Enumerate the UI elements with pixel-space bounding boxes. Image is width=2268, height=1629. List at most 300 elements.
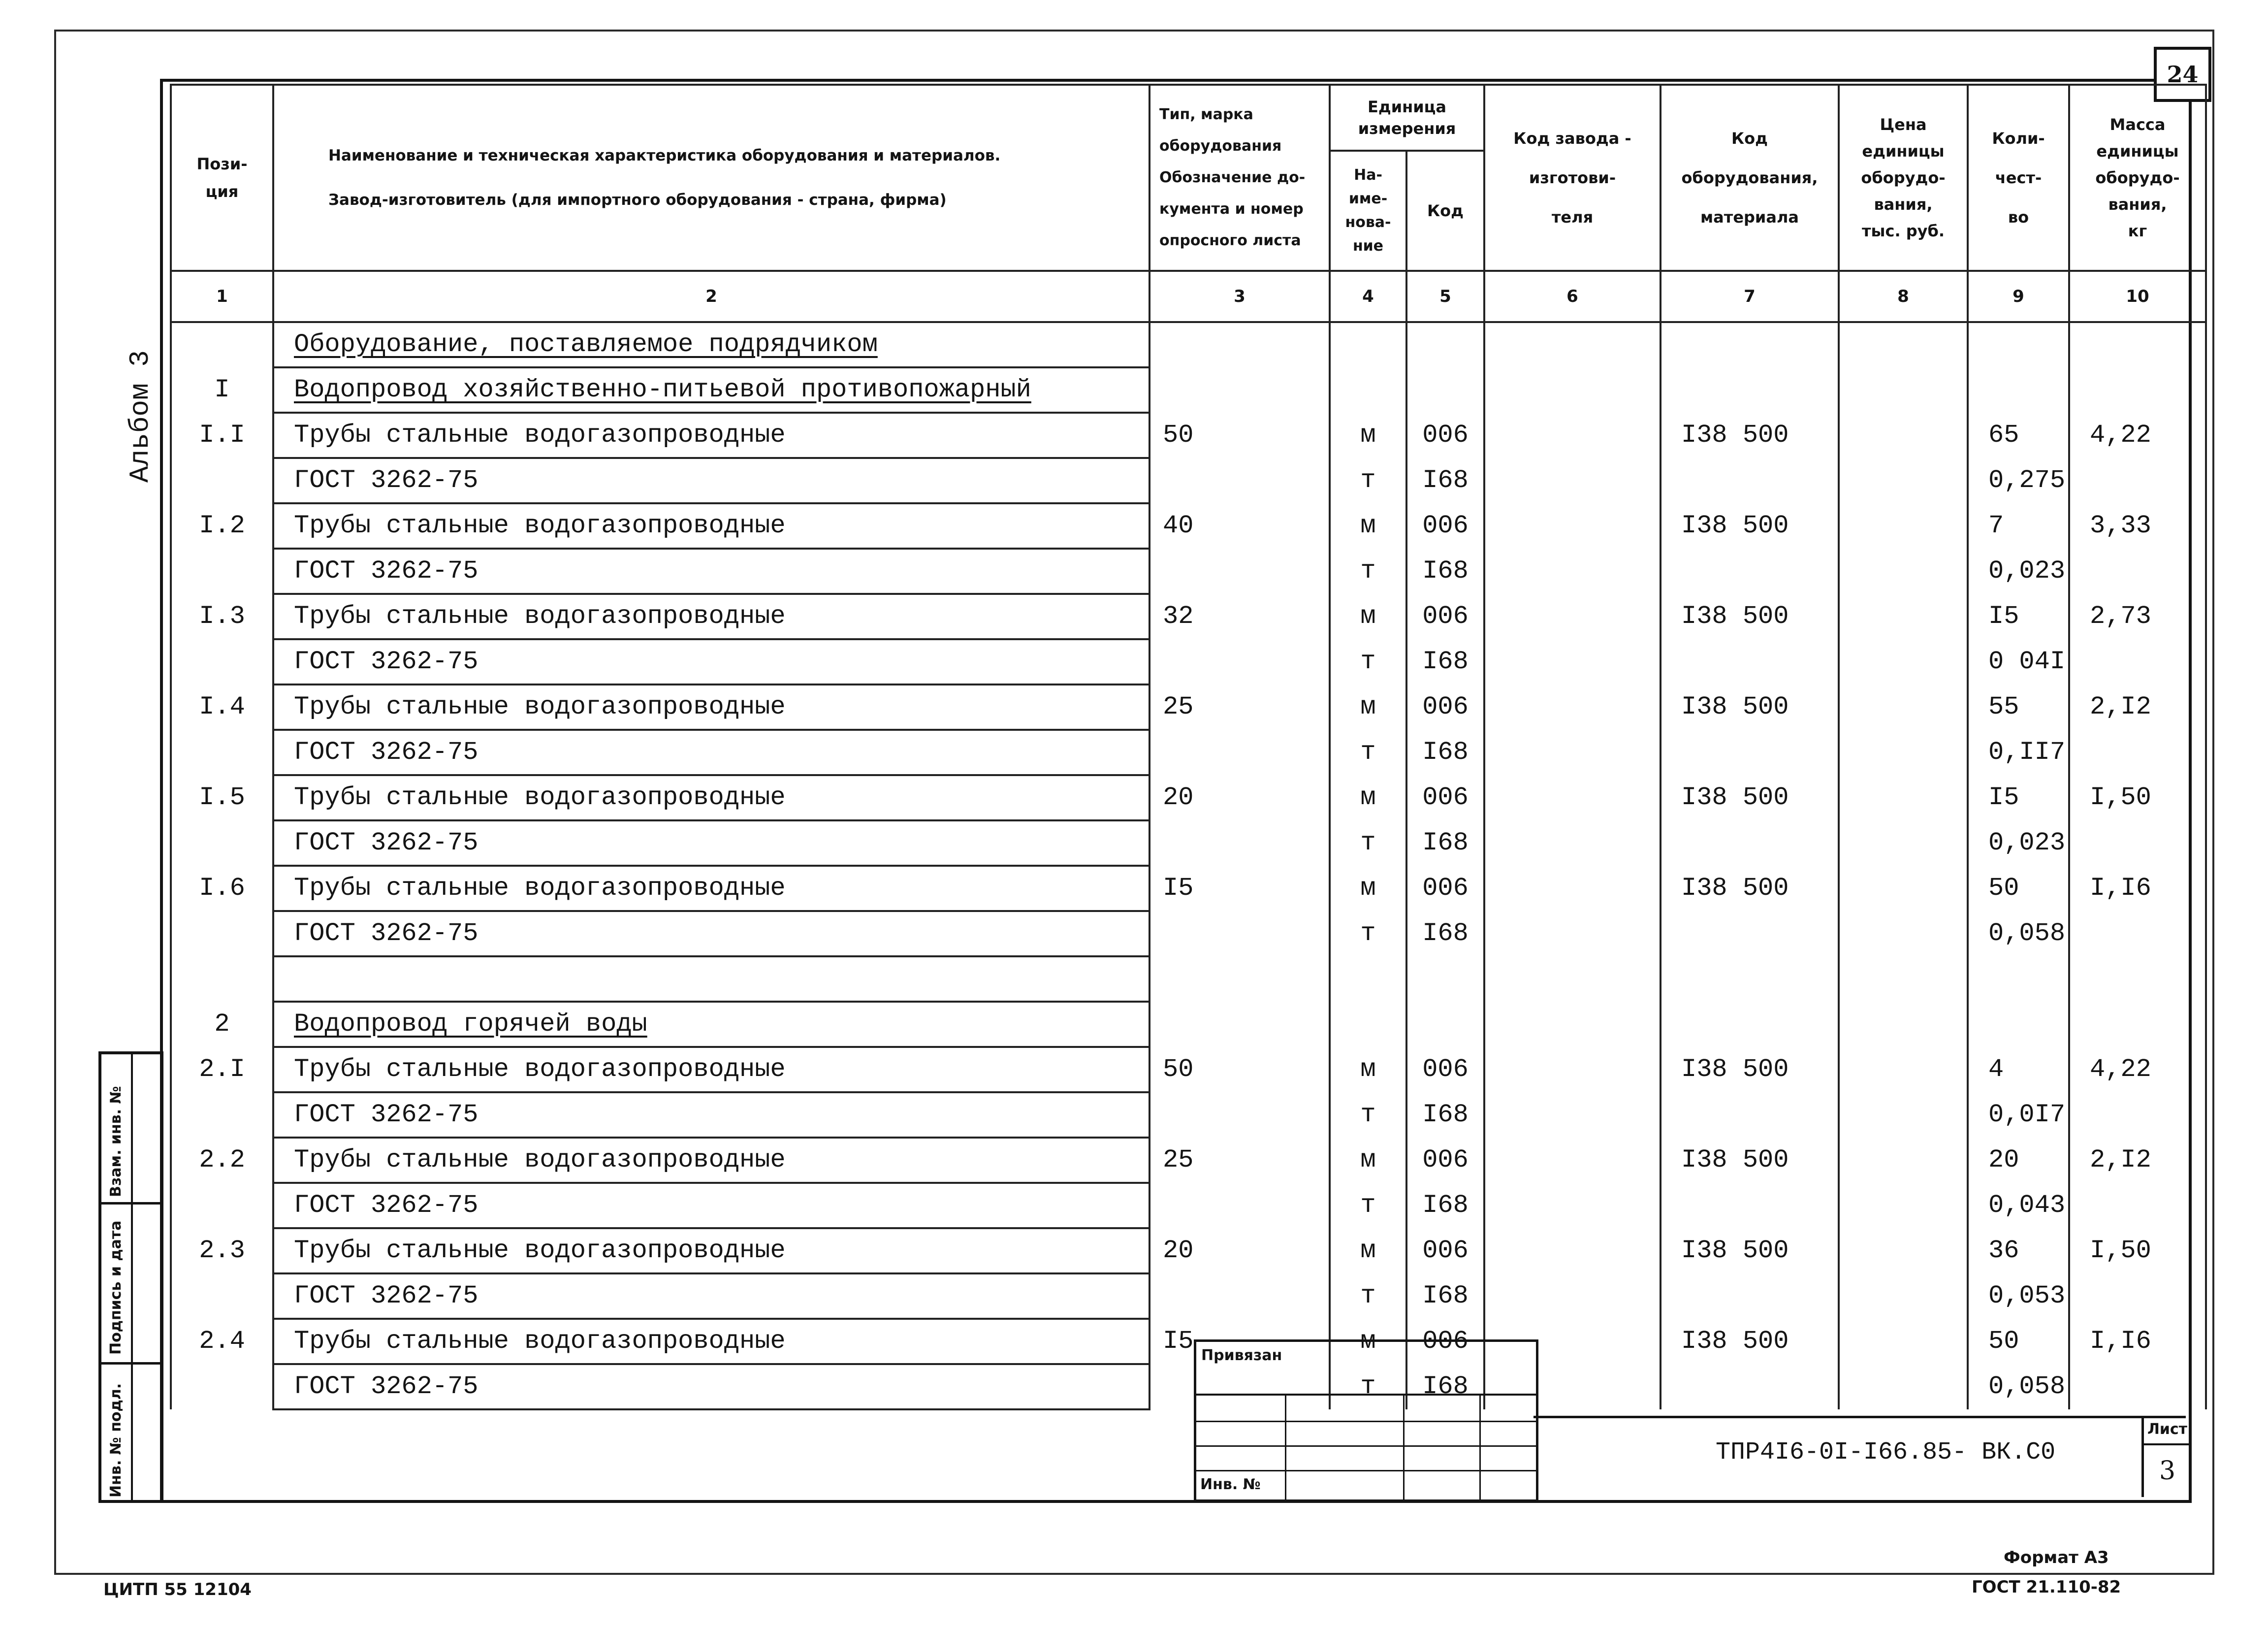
item-name: ГОСТ 3262-75 [294, 556, 479, 586]
table-row [171, 1319, 2206, 1364]
cell-factory-code [1484, 1092, 1661, 1138]
cell-name [273, 956, 1150, 1002]
header-unit: Единица измерения [1330, 85, 1484, 151]
cell-name [273, 413, 1194, 458]
cell-quantity: 0,053 [1968, 1273, 2069, 1319]
cell-mass [2069, 1183, 2206, 1228]
cell-position: I.6 [171, 866, 273, 911]
cell-unit: м [1330, 1138, 1406, 1183]
cell-price [1839, 956, 1968, 1002]
cell-mass [2069, 549, 2206, 594]
cell-factory-code [1484, 413, 1661, 458]
cell-unit-code: 006 [1406, 1138, 1484, 1183]
table-row [171, 1138, 2206, 1183]
cell-price [1839, 549, 1968, 594]
item-name: Трубы стальные водогазопроводные [294, 1236, 786, 1265]
cell-quantity: 0,023 [1968, 549, 2069, 594]
cell-name [273, 594, 1194, 639]
cell-name [273, 1319, 1194, 1364]
cell-unit-code: 006 [1406, 594, 1484, 639]
cell-equipment-code [1661, 1002, 1839, 1047]
header-price: Цена единицы оборудо- вания, тыс. руб. [1839, 85, 1968, 271]
cell-unit: т [1330, 1364, 1406, 1409]
header-type: Тип, марка оборудования Обозначение до- кумента и номер опросного листа [1150, 85, 1330, 271]
item-size: 20 [1163, 1236, 1194, 1265]
cell-name [273, 730, 1150, 775]
cell-quantity: I5 [1968, 775, 2069, 820]
item-size: 50 [1163, 421, 1194, 450]
item-size: 25 [1163, 692, 1194, 721]
side-stamp [98, 1051, 163, 1503]
item-name: Трубы стальные водогазопроводные [294, 511, 786, 540]
cell-mass: I,50 [2069, 775, 2206, 820]
cell-factory-code [1484, 911, 1661, 956]
cell-quantity: 0,023 [1968, 820, 2069, 866]
cell-position [171, 820, 273, 866]
cell-quantity: 65 [1968, 413, 2069, 458]
cell-unit: т [1330, 820, 1406, 866]
cell-mass [2069, 911, 2206, 956]
cell-unit-code: 006 [1406, 775, 1484, 820]
table-row [171, 458, 2206, 503]
cell-unit-code: 006 [1406, 413, 1484, 458]
cell-mass: I,50 [2069, 1228, 2206, 1273]
table-row [171, 1092, 2206, 1138]
col-number: 1 [171, 271, 273, 322]
item-name: ГОСТ 3262-75 [294, 1191, 479, 1220]
table-row [171, 866, 2206, 911]
col-number: 3 [1150, 271, 1330, 322]
table-row [171, 820, 2206, 866]
cell-price [1839, 1228, 1968, 1273]
item-name: Трубы стальные водогазопроводные [294, 874, 786, 903]
document-code: ТПР4I6-0I-I66.85- ВК.С0 [1716, 1438, 2056, 1466]
column-number-row [171, 271, 2206, 322]
table-row [171, 730, 2206, 775]
cell-unit-code: I68 [1406, 1364, 1484, 1409]
cell-type [1150, 820, 1330, 866]
cell-position [171, 1364, 273, 1409]
cell-mass [2069, 322, 2206, 367]
cell-name [273, 367, 1150, 413]
cell-factory-code [1484, 322, 1661, 367]
header-unit-name: На- име- нова- ние [1330, 151, 1406, 271]
cell-unit: т [1330, 549, 1406, 594]
cell-position: I.4 [171, 684, 273, 730]
sheet-label: Лист [2147, 1421, 2188, 1438]
col-number: 2 [273, 271, 1150, 322]
footer-gost: ГОСТ 21.110-82 [1972, 1577, 2121, 1597]
cell-factory-code [1484, 1002, 1661, 1047]
cell-position: I.5 [171, 775, 273, 820]
cell-equipment-code [1661, 820, 1839, 866]
item-name: Водопровод горячей воды [294, 1010, 647, 1039]
linked-label: Привязан [1201, 1347, 1282, 1364]
cell-unit-code: 006 [1406, 1319, 1484, 1364]
cell-equipment-code: I38 500 [1661, 1138, 1839, 1183]
col-number: 6 [1484, 271, 1661, 322]
specification-body [171, 322, 2206, 1409]
cell-factory-code [1484, 458, 1661, 503]
cell-name [273, 549, 1150, 594]
cell-unit-code: I68 [1406, 911, 1484, 956]
cell-name [273, 322, 1150, 367]
item-name: Трубы стальные водогазопроводные [294, 1055, 786, 1084]
cell-mass [2069, 1092, 2206, 1138]
cell-factory-code [1484, 820, 1661, 866]
cell-quantity [1968, 956, 2069, 1002]
cell-price [1839, 775, 1968, 820]
cell-name [273, 1364, 1150, 1409]
cell-mass: 3,33 [2069, 503, 2206, 549]
item-name: ГОСТ 3262-75 [294, 1100, 479, 1129]
cell-mass: 4,22 [2069, 413, 2206, 458]
cell-equipment-code: I38 500 [1661, 1228, 1839, 1273]
cell-type [1150, 549, 1330, 594]
cell-factory-code [1484, 1183, 1661, 1228]
cell-equipment-code [1661, 911, 1839, 956]
cell-quantity [1968, 322, 2069, 367]
cell-type [1150, 639, 1330, 684]
cell-type [1150, 1183, 1330, 1228]
item-size: I5 [1163, 1327, 1194, 1356]
item-name: Трубы стальные водогазопроводные [294, 692, 786, 721]
cell-position [171, 639, 273, 684]
cell-price [1839, 1364, 1968, 1409]
cell-quantity: 0,0I7 [1968, 1092, 2069, 1138]
side-stamp-signature-date: Подпись и дата [107, 1220, 125, 1355]
cell-unit: т [1330, 730, 1406, 775]
cell-name [273, 911, 1150, 956]
inventory-number-label: Инв. № [1200, 1476, 1261, 1493]
cell-unit-code: 006 [1406, 1047, 1484, 1092]
cell-mass [2069, 1364, 2206, 1409]
top-sheet-number: 24 [2167, 61, 2199, 88]
cell-unit-code: I68 [1406, 639, 1484, 684]
item-size: 40 [1163, 511, 1194, 540]
item-name: Трубы стальные водогазопроводные [294, 1145, 786, 1174]
header-mass: Масса единицы оборудо- вания, кг [2069, 85, 2206, 271]
table-row [171, 1047, 2206, 1092]
cell-unit [1330, 367, 1406, 413]
cell-unit: м [1330, 594, 1406, 639]
col-number: 9 [1968, 271, 2069, 322]
cell-name [273, 820, 1150, 866]
item-name: Трубы стальные водогазопроводные [294, 421, 786, 450]
cell-unit: т [1330, 639, 1406, 684]
cell-name [273, 503, 1194, 549]
title-block-line [1533, 1416, 2186, 1418]
cell-quantity: 7 [1968, 503, 2069, 549]
cell-price [1839, 1319, 1968, 1364]
cell-unit-code: 006 [1406, 684, 1484, 730]
cell-type [1150, 956, 1330, 1002]
cell-name [273, 1183, 1150, 1228]
cell-unit-code: I68 [1406, 458, 1484, 503]
cell-price [1839, 1092, 1968, 1138]
cell-position [171, 322, 273, 367]
cell-name [273, 458, 1150, 503]
table-row [171, 1183, 2206, 1228]
cell-quantity: 20 [1968, 1138, 2069, 1183]
cell-equipment-code [1661, 322, 1839, 367]
cell-name [273, 866, 1194, 911]
cell-quantity: 0,043 [1968, 1183, 2069, 1228]
cell-type [1150, 322, 1330, 367]
cell-name [273, 684, 1194, 730]
cell-position: 2.4 [171, 1319, 273, 1364]
cell-mass [2069, 639, 2206, 684]
item-name: Трубы стальные водогазопроводные [294, 783, 786, 812]
cell-unit-code: I68 [1406, 730, 1484, 775]
cell-unit-code: 006 [1406, 503, 1484, 549]
cell-factory-code [1484, 684, 1661, 730]
cell-price [1839, 1047, 1968, 1092]
cell-unit: м [1330, 775, 1406, 820]
cell-unit: м [1330, 684, 1406, 730]
table-row [171, 322, 2206, 367]
cell-equipment-code [1661, 1092, 1839, 1138]
cell-equipment-code [1661, 1364, 1839, 1409]
footer-left-code: ЦИТП 55 12104 [103, 1580, 252, 1599]
cell-name [273, 1138, 1194, 1183]
item-name: Трубы стальные водогазопроводные [294, 602, 786, 631]
cell-equipment-code [1661, 1273, 1839, 1319]
cell-equipment-code: I38 500 [1661, 775, 1839, 820]
cell-position [171, 730, 273, 775]
header-position: Пози- ция [171, 85, 273, 271]
cell-name [273, 639, 1150, 684]
sheet-value: 3 [2159, 1456, 2176, 1486]
cell-equipment-code: I38 500 [1661, 503, 1839, 549]
cell-unit: т [1330, 1273, 1406, 1319]
col-number: 8 [1839, 271, 1968, 322]
cell-position: 2.I [171, 1047, 273, 1092]
cell-quantity [1968, 1002, 2069, 1047]
cell-name [273, 1228, 1194, 1273]
cell-unit: м [1330, 866, 1406, 911]
header-quantity: Коли- чест- во [1968, 85, 2069, 271]
side-stamp-replace-inv: Взам. инв. № [107, 1086, 125, 1197]
cell-mass [2069, 367, 2206, 413]
cell-position: I.I [171, 413, 273, 458]
linked-stamp [1194, 1339, 1538, 1502]
cell-unit: т [1330, 458, 1406, 503]
item-name: ГОСТ 3262-75 [294, 738, 479, 767]
cell-factory-code [1484, 639, 1661, 684]
cell-price [1839, 1002, 1968, 1047]
cell-type [1150, 458, 1330, 503]
col-number: 4 [1330, 271, 1406, 322]
cell-quantity: 4 [1968, 1047, 2069, 1092]
cell-unit-code [1406, 956, 1484, 1002]
cell-equipment-code: I38 500 [1661, 594, 1839, 639]
table-row [171, 911, 2206, 956]
table-row [171, 775, 2206, 820]
cell-quantity: 0,058 [1968, 911, 2069, 956]
cell-price [1839, 1273, 1968, 1319]
cell-unit: м [1330, 1228, 1406, 1273]
cell-unit: м [1330, 413, 1406, 458]
item-name: Водопровод хозяйственно-питьевой противопожарный [294, 375, 1031, 404]
cell-price [1839, 1183, 1968, 1228]
cell-name [273, 1273, 1150, 1319]
table-row [171, 684, 2206, 730]
sheet-box [2141, 1416, 2191, 1497]
cell-position [171, 911, 273, 956]
cell-position: 2.2 [171, 1138, 273, 1183]
cell-unit [1330, 1002, 1406, 1047]
cell-unit-code: I68 [1406, 1092, 1484, 1138]
cell-mass [2069, 730, 2206, 775]
cell-type [1150, 911, 1330, 956]
cell-type [1150, 1002, 1330, 1047]
cell-quantity: I5 [1968, 594, 2069, 639]
cell-equipment-code: I38 500 [1661, 413, 1839, 458]
item-size: 20 [1163, 783, 1194, 812]
cell-type [1150, 367, 1330, 413]
table-row [171, 1364, 2206, 1409]
table-row [171, 413, 2206, 458]
cell-equipment-code [1661, 1183, 1839, 1228]
header-name: Наименование и техническая характеристика оборудования и материалов. Завод-изготовитель (для импортного оборудования - страна, фирма) [273, 85, 1150, 271]
item-name: ГОСТ 3262-75 [294, 1281, 479, 1310]
item-name: Оборудование, поставляемое подрядчиком [294, 330, 878, 359]
header-equipment-code: Код оборудования, материала [1661, 85, 1839, 271]
cell-name [273, 1002, 1150, 1047]
item-name: ГОСТ 3262-75 [294, 919, 479, 948]
cell-position [171, 1092, 273, 1138]
cell-mass: 2,73 [2069, 594, 2206, 639]
cell-equipment-code [1661, 730, 1839, 775]
cell-position [171, 458, 273, 503]
cell-equipment-code [1661, 367, 1839, 413]
cell-position [171, 549, 273, 594]
cell-unit-code: I68 [1406, 1273, 1484, 1319]
cell-factory-code [1484, 775, 1661, 820]
cell-position [171, 1273, 273, 1319]
cell-price [1839, 413, 1968, 458]
cell-unit-code: I68 [1406, 1183, 1484, 1228]
cell-position: I [171, 367, 273, 413]
cell-quantity [1968, 367, 2069, 413]
cell-price [1839, 911, 1968, 956]
footer-format: Формат А3 [2004, 1548, 2109, 1567]
cell-unit-code [1406, 322, 1484, 367]
cell-price [1839, 594, 1968, 639]
cell-unit-code [1406, 367, 1484, 413]
cell-unit-code: I68 [1406, 549, 1484, 594]
cell-type [1150, 1092, 1330, 1138]
cell-unit-code: 006 [1406, 866, 1484, 911]
table-row [171, 367, 2206, 413]
cell-unit: т [1330, 911, 1406, 956]
cell-quantity: 0 04I [1968, 639, 2069, 684]
cell-equipment-code: I38 500 [1661, 684, 1839, 730]
side-album-label: Альбом 3 [125, 350, 156, 483]
cell-name [273, 1092, 1150, 1138]
cell-type [1150, 730, 1330, 775]
cell-price [1839, 367, 1968, 413]
cell-price [1839, 458, 1968, 503]
cell-quantity: 0,275 [1968, 458, 2069, 503]
cell-price [1839, 1138, 1968, 1183]
cell-factory-code [1484, 1228, 1661, 1273]
cell-price [1839, 322, 1968, 367]
table-row [171, 594, 2206, 639]
item-name: Трубы стальные водогазопроводные [294, 1327, 786, 1356]
cell-position: I.2 [171, 503, 273, 549]
cell-factory-code [1484, 367, 1661, 413]
cell-factory-code [1484, 956, 1661, 1002]
cell-mass: 2,I2 [2069, 684, 2206, 730]
cell-unit: т [1330, 1183, 1406, 1228]
cell-unit-code [1406, 1002, 1484, 1047]
col-number: 7 [1661, 271, 1839, 322]
side-stamp-original-inv: Инв. № подл. [107, 1383, 125, 1498]
cell-position [171, 956, 273, 1002]
col-number: 10 [2069, 271, 2206, 322]
cell-name [273, 1047, 1194, 1092]
cell-mass: 4,22 [2069, 1047, 2206, 1092]
item-name: ГОСТ 3262-75 [294, 466, 479, 495]
cell-mass: I,I6 [2069, 866, 2206, 911]
table-row [171, 549, 2206, 594]
cell-position: I.3 [171, 594, 273, 639]
cell-mass [2069, 458, 2206, 503]
cell-equipment-code [1661, 639, 1839, 684]
cell-mass: 2,I2 [2069, 1138, 2206, 1183]
cell-mass [2069, 1002, 2206, 1047]
cell-equipment-code [1661, 458, 1839, 503]
cell-unit [1330, 322, 1406, 367]
cell-factory-code [1484, 866, 1661, 911]
cell-factory-code [1484, 1047, 1661, 1092]
item-name: ГОСТ 3262-75 [294, 647, 479, 676]
cell-position [171, 1183, 273, 1228]
cell-position: 2 [171, 1002, 273, 1047]
table-row [171, 1002, 2206, 1047]
item-size: 25 [1163, 1145, 1194, 1174]
cell-unit: т [1330, 1092, 1406, 1138]
cell-quantity: 50 [1968, 866, 2069, 911]
item-size: 32 [1163, 602, 1194, 631]
cell-price [1839, 684, 1968, 730]
cell-price [1839, 866, 1968, 911]
cell-mass [2069, 820, 2206, 866]
table-row [171, 1273, 2206, 1319]
item-name: ГОСТ 3262-75 [294, 828, 479, 857]
cell-unit: м [1330, 1047, 1406, 1092]
cell-equipment-code: I38 500 [1661, 866, 1839, 911]
cell-unit-code: 006 [1406, 1228, 1484, 1273]
cell-equipment-code: I38 500 [1661, 1047, 1839, 1092]
cell-factory-code [1484, 503, 1661, 549]
cell-quantity: 36 [1968, 1228, 2069, 1273]
cell-equipment-code [1661, 549, 1839, 594]
cell-price [1839, 639, 1968, 684]
cell-unit-code: I68 [1406, 820, 1484, 866]
header-factory-code: Код завода - изготови- теля [1484, 85, 1661, 271]
table-row [171, 639, 2206, 684]
cell-factory-code [1484, 1138, 1661, 1183]
cell-unit: м [1330, 1319, 1406, 1364]
cell-equipment-code [1661, 956, 1839, 1002]
table-row [171, 1228, 2206, 1273]
cell-factory-code [1484, 1273, 1661, 1319]
header-row [171, 85, 2206, 151]
cell-mass: I,I6 [2069, 1319, 2206, 1364]
